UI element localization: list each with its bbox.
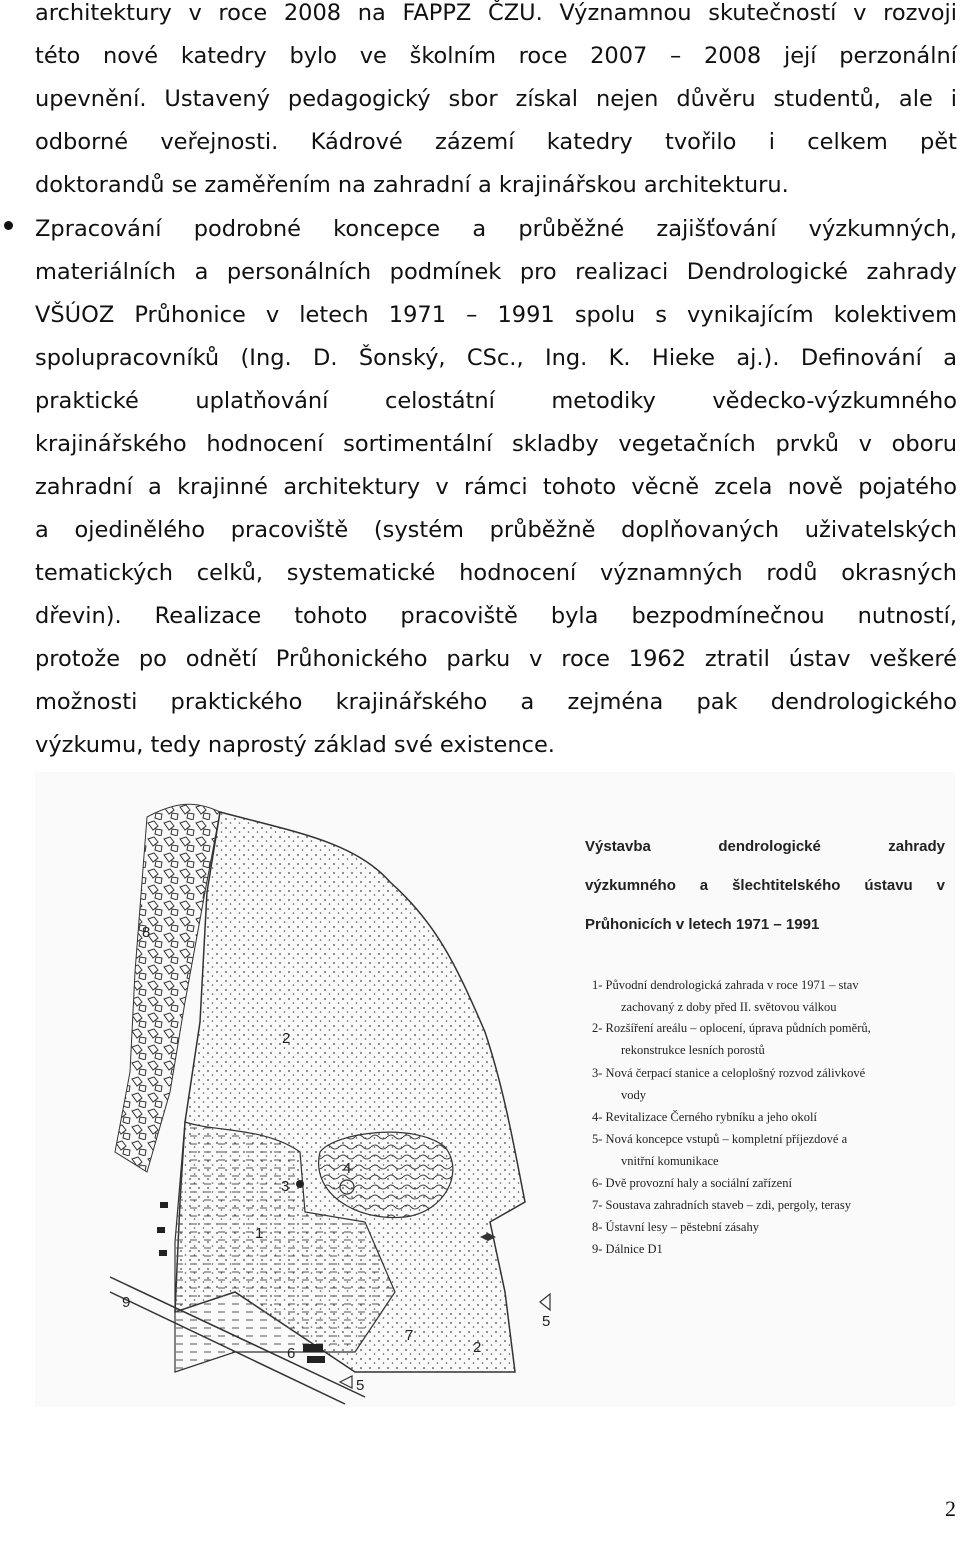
page-number: 2 — [945, 1496, 956, 1521]
map-label: 5 — [542, 1313, 551, 1330]
legend-item: 9- Dálnice D1 — [592, 1242, 663, 1256]
text-line: možnosti praktického krajinářského a zejména pak dendrologického — [35, 689, 957, 715]
map-label: 7 — [405, 1327, 414, 1344]
legend-item: 8- Ústavní lesy – pěstební zásahy — [592, 1220, 759, 1234]
figure-heading-line: Průhonicích v letech 1971 – 1991 — [585, 916, 820, 933]
text-line: odborné veřejnosti. Kádrové zázemí katedry tvořilo i celkem pět — [35, 129, 957, 155]
map-label: 2 — [473, 1339, 482, 1356]
figure-heading-line: výzkumného a šlechtitelského ústavu v — [585, 877, 945, 894]
legend-item: 4- Revitalizace Černého rybníku a jeho okolí — [592, 1110, 817, 1124]
map-label: 1 — [255, 1225, 264, 1242]
text-line: zahradní a krajinné architektury v rámci tohoto věcně zcela nově pojatého — [35, 474, 957, 500]
text-line: spolupracovníků (Ing. D. Šonský, CSc., Ing. K. Hieke aj.). Definování a — [35, 345, 957, 371]
text-line: dřevin). Realizace tohoto pracoviště byla bezpodmínečnou nutností, — [35, 603, 957, 629]
text-line: VŠÚOZ Průhonice v letech 1971 – 1991 spolu s vynikajícím kolektivem — [35, 302, 957, 328]
garden-map-drawing — [35, 772, 955, 1407]
text-line: tematických celků, systematické hodnocení významných rodů okrasných — [35, 560, 957, 586]
legend-item: 1- Původní dendrologická zahrada v roce 1971 – stav — [592, 978, 859, 992]
map-label: 5 — [356, 1377, 365, 1394]
map-label: 4 — [343, 1160, 352, 1177]
legend-item: 7- Soustava zahradních staveb – zdi, pergoly, terasy — [592, 1198, 851, 1212]
garden-plan-figure — [35, 772, 955, 1407]
map-label: 3 — [281, 1178, 290, 1195]
map-label: 8 — [142, 924, 151, 941]
text-line: architektury v roce 2008 na FAPPZ ČZU. Významnou skutečností v rozvoji — [35, 0, 957, 26]
legend-item: 5- Nová koncepce vstupů – kompletní příjezdové a — [592, 1132, 848, 1146]
figure-heading-line: Výstavba dendrologické zahrady — [585, 838, 945, 855]
text-line: praktické uplatňování celostátní metodiky vědecko-výzkumného — [35, 388, 957, 414]
text-line: protože po odnětí Průhonického parku v roce 1962 ztratil ústav veškeré — [35, 646, 957, 672]
text-line: výzkumu, tedy naprostý základ své existence. — [35, 732, 555, 758]
legend-item: vnitřní komunikace — [621, 1154, 719, 1168]
text-line: materiálních a personálních podmínek pro realizaci Dendrologické zahrady — [35, 259, 957, 285]
legend-item: vody — [621, 1088, 646, 1102]
map-label: 6 — [287, 1345, 296, 1362]
legend-item: zachovaný z doby před II. světovou válkou — [621, 1000, 837, 1014]
text-line: a ojedinělého pracoviště (systém průběžně doplňovaných uživatelských — [35, 517, 957, 543]
legend-item: 3- Nová čerpací stanice a celoplošný rozvod zálivkové — [592, 1066, 866, 1080]
bullet-marker — [4, 221, 13, 230]
legend-item: 6- Dvě provozní haly a sociální zařízení — [592, 1176, 792, 1190]
map-label: 9 — [122, 1294, 131, 1311]
legend-item: rekonstrukce lesních porostů — [621, 1043, 765, 1057]
text-line: Zpracování podrobné koncepce a průběžné zajišťování výzkumných, — [35, 216, 957, 242]
map-label: 2 — [282, 1030, 291, 1047]
text-line: této nové katedry bylo ve školním roce 2007 – 2008 její perzonální — [35, 43, 957, 69]
legend-item: 2- Rozšíření areálu – oplocení, úprava půdních poměrů, — [592, 1021, 871, 1035]
text-line: upevnění. Ustavený pedagogický sbor získal nejen důvěru studentů, ale i — [35, 86, 957, 112]
text-line: doktorandů se zaměřením na zahradní a krajinářskou architekturu. — [35, 172, 789, 198]
text-line: krajinářského hodnocení sortimentální skladby vegetačních prvků v oboru — [35, 431, 957, 457]
